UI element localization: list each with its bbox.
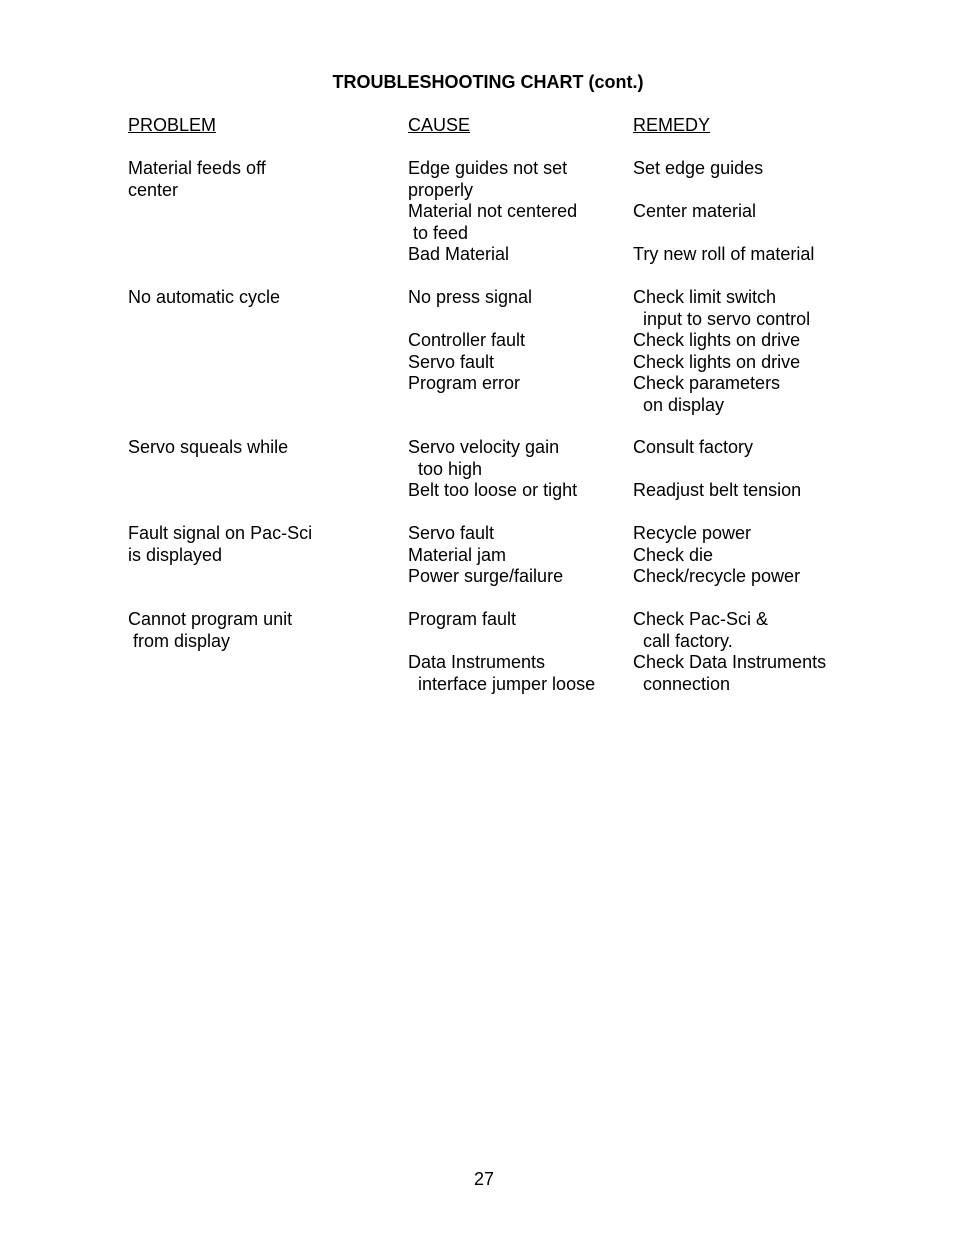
problem-header: PROBLEM	[128, 115, 217, 135]
problem-line: Cannot program unit	[128, 609, 293, 629]
cause-line: Servo fault	[408, 523, 495, 543]
remedy-line: Consult factory	[633, 437, 754, 457]
cause-line: Servo fault	[408, 352, 495, 372]
remedy-line: Set edge guides	[633, 158, 764, 178]
remedy-line: connection	[633, 674, 731, 694]
cause-line: Material jam	[408, 545, 507, 565]
cause-line: Data Instruments	[408, 652, 546, 672]
remedy-line: Check die	[633, 545, 714, 565]
remedy-line: call factory.	[633, 631, 733, 651]
problem-line: Material feeds off	[128, 158, 266, 178]
remedy-line: Recycle power	[633, 523, 752, 543]
cause-line: No press signal	[408, 287, 533, 307]
remedy-line: on display	[633, 395, 725, 415]
remedy-line: Check/recycle power	[633, 566, 801, 586]
problem-line: is displayed	[128, 545, 223, 565]
cause-line: Controller fault	[408, 330, 526, 350]
remedy-line: Check limit switch	[633, 287, 777, 307]
cause-line: Program error	[408, 373, 521, 393]
remedy-line: Check lights on drive	[633, 330, 801, 350]
remedy-line: Readjust belt tension	[633, 480, 802, 500]
cause-line: Program fault	[408, 609, 517, 629]
cause-header: CAUSE	[408, 115, 471, 135]
page-title: TROUBLESHOOTING CHART (cont.)	[332, 72, 644, 92]
cause-line: Edge guides not set	[408, 158, 568, 178]
remedy-line: Check Pac-Sci &	[633, 609, 769, 629]
problem-line: center	[128, 180, 179, 200]
remedy-header: REMEDY	[633, 115, 711, 135]
remedy-line: Try new roll of material	[633, 244, 815, 264]
remedy-line: input to servo control	[633, 309, 811, 329]
cause-line: Bad Material	[408, 244, 510, 264]
problem-line: Fault signal on Pac-Sci	[128, 523, 313, 543]
remedy-line: Check parameters	[633, 373, 781, 393]
problem-line: No automatic cycle	[128, 287, 281, 307]
cause-line: interface jumper loose	[408, 674, 596, 694]
problem-line: from display	[128, 631, 231, 651]
cause-line: Power surge/failure	[408, 566, 564, 586]
cause-line: too high	[408, 459, 483, 479]
cause-line: Material not centered	[408, 201, 578, 221]
remedy-line: Center material	[633, 201, 757, 221]
cause-line: Servo velocity gain	[408, 437, 560, 457]
problem-line: Servo squeals while	[128, 437, 289, 457]
cause-line: properly	[408, 180, 474, 200]
remedy-line: Check lights on drive	[633, 352, 801, 372]
cause-line: to feed	[408, 223, 469, 243]
remedy-line: Check Data Instruments	[633, 652, 827, 672]
cause-line: Belt too loose or tight	[408, 480, 578, 500]
page-number: 27	[473, 1169, 495, 1189]
